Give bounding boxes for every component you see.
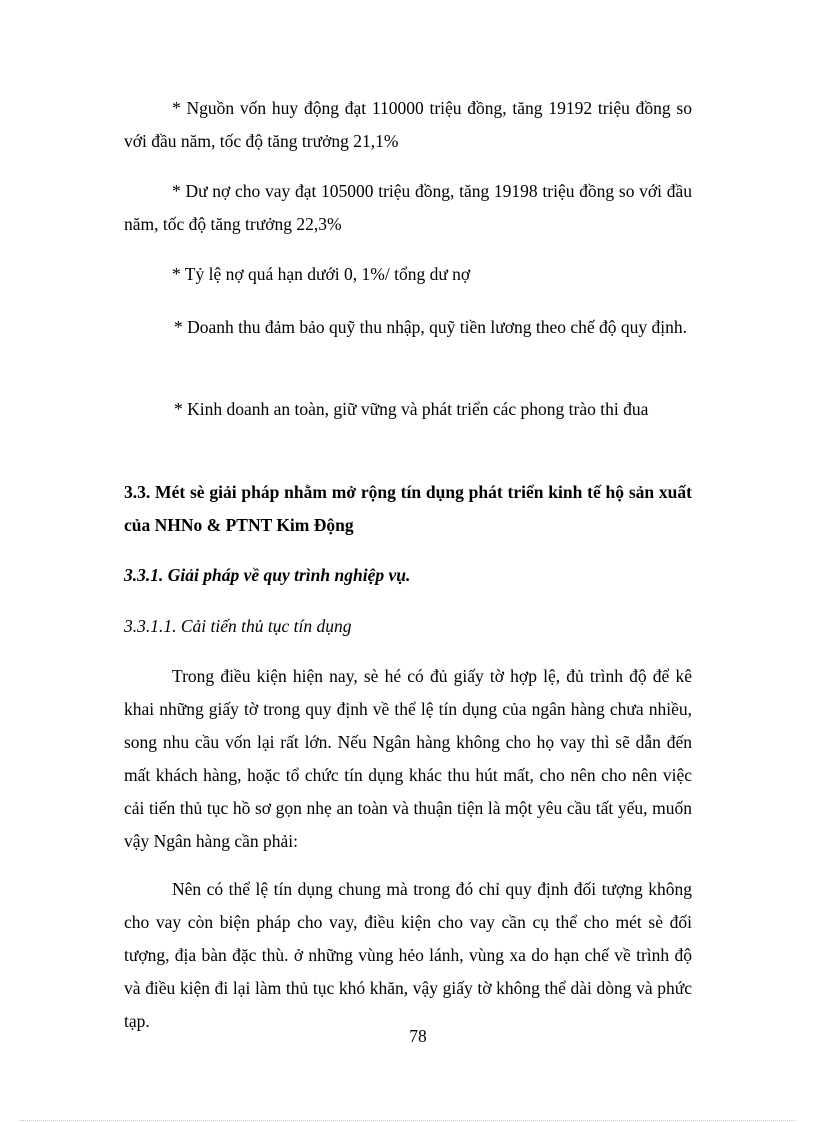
subsection-heading: 3.3.1. Giải pháp về quy trình nghiệp vụ. (124, 565, 411, 585)
page-bottom-border (20, 1120, 796, 1121)
subsubsection-heading: 3.3.1.1. Cải tiến thủ tục tín dụng (124, 616, 352, 636)
bullet-paragraph-loans: * Dư nợ cho vay đạt 105000 triệu đồng, tăng 19198 triệu đồng so với đầu năm, tốc độ tăng trưởng 22,3% (124, 181, 692, 234)
bullet-paragraph-safe-business: * Kinh doanh an toàn, giữ vững và phát triển các phong trào thi đua (174, 399, 649, 419)
page-number: 78 (409, 1026, 427, 1046)
bullet-paragraph-capital: * Nguồn vốn huy động đạt 110000 triệu đồng, tăng 19192 triệu đồng so với đầu năm, tốc độ tăng trưởng 21,1% (124, 98, 692, 151)
section-heading: 3.3. Mét sè giải pháp nhằm mở rộng tín dụng phát triển kinh tế hộ sản xuất của NHNo & PTNT Kim Động (124, 482, 692, 535)
bullet-paragraph-revenue: * Doanh thu đảm bảo quỹ thu nhập, quỹ tiền lương theo chế độ quy định. (174, 317, 688, 337)
bullet-paragraph-overdue-ratio: * Tỷ lệ nợ quá hạn dưới 0, 1%/ tổng dư nợ (172, 264, 471, 284)
body-paragraph: Nên có thể lệ tín dụng chung mà trong đó chỉ quy định đối tượng không cho vay còn biện pháp cho vay, điều kiện cho vay cần cụ thể cho mét sè đối tượng, địa bàn đặc thù. ở những vùng hẻo lánh, vùng xa do hạn chế về trình độ và điều kiện đi lại làm thủ tục khó khăn, vậy giấy tờ không thể dài dòng và phức tạp. (124, 879, 692, 1031)
body-paragraph: Trong điều kiện hiện nay, sè hé có đủ giấy tờ hợp lệ, đủ trình độ để kê khai những giấy tờ trong quy định về thể lệ tín dụng của ngân hàng chưa nhiều, song nhu cầu vốn lại rất lớn. Nếu Ngân hàng không cho họ vay thì sẽ dẫn đến mất khách hàng, hoặc tổ chức tín dụng khác thu hút mất, cho nên cho nên việc cải tiến thủ tục hồ sơ gọn nhẹ an toàn và thuận tiện là một yêu cầu tất yếu, muốn vậy Ngân hàng cần phải: (124, 666, 692, 851)
